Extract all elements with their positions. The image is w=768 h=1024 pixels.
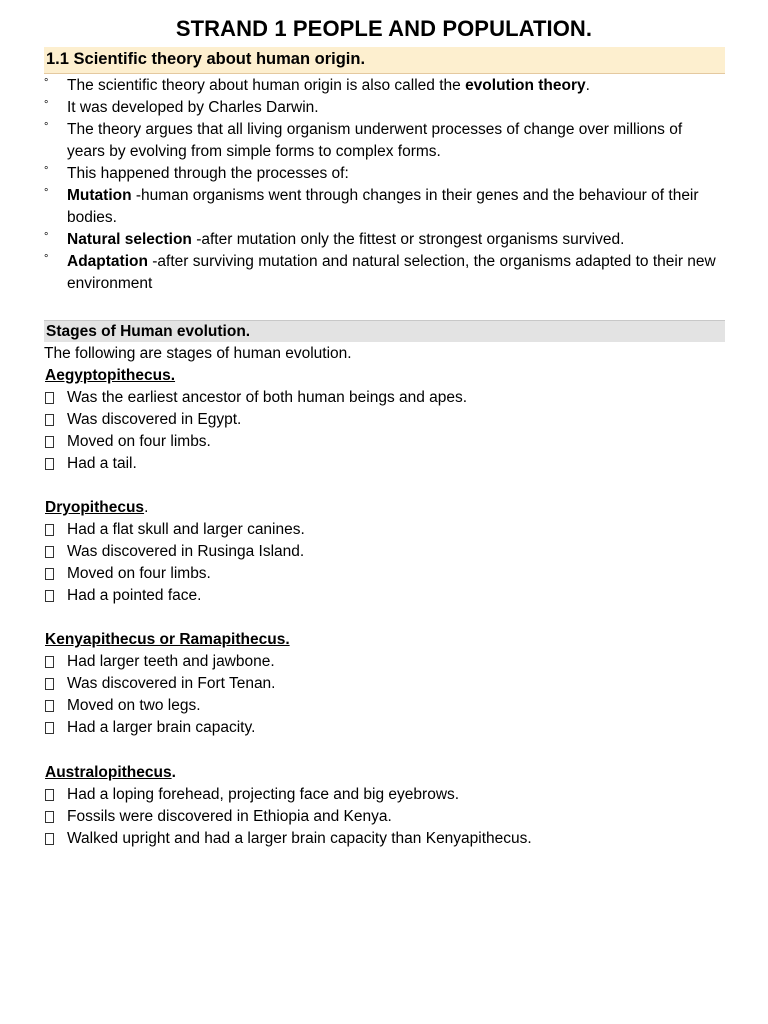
stage-block [0, 762, 768, 850]
theory-bullet [0, 229, 768, 251]
section-heading-scientific-theory: 1.1 Scientific theory about human origin. [44, 47, 725, 74]
bullet-text: The theory argues that all living organism underwent processes of change over millions of years by evolving from simple forms to complex forms. [67, 121, 683, 160]
stage-name-trail: . [144, 499, 149, 516]
stage-name [45, 762, 768, 784]
missing-glyph-icon [45, 392, 54, 404]
stage-point [0, 431, 768, 453]
theory-bullet [0, 119, 768, 163]
document-title: STRAND 1 PEOPLE AND POPULATION. [175, 16, 593, 41]
stage-point-text: Was discovered in Rusinga Island. [67, 543, 305, 560]
theory-bullet [0, 185, 768, 229]
stage-point-text: Moved on four limbs. [67, 565, 211, 582]
stage-point [0, 695, 768, 717]
bullet-marker: ° [44, 121, 49, 133]
missing-glyph-icon [45, 458, 54, 470]
stage-point-text: Fossils were discovered in Ethiopia and Kenya. [67, 808, 392, 825]
missing-glyph-icon [45, 833, 54, 845]
stage-point-text: Was discovered in Fort Tenan. [67, 675, 276, 692]
stage-name-text: Kenyapithecus or Ramapithecus. [45, 631, 290, 648]
bullet-marker: ° [44, 253, 49, 265]
theory-bullet [0, 251, 768, 295]
stages-intro: The following are stages of human evolution. [44, 345, 352, 362]
stage-point [0, 541, 768, 563]
bullet-text: This happened through the processes of: [67, 165, 349, 182]
stage-point-text: Moved on two legs. [67, 697, 201, 714]
bullet-term: Adaptation [67, 253, 148, 270]
stage-point-text: Moved on four limbs. [67, 433, 211, 450]
stage-point [0, 828, 768, 850]
stage-name-text: Australopithecus [45, 764, 172, 781]
stage-point-text: Had larger teeth and jawbone. [67, 653, 275, 670]
theory-bullet-list [0, 75, 768, 295]
stage-name [45, 365, 768, 387]
missing-glyph-icon [45, 590, 54, 602]
stage-point-text: Had a loping forehead, projecting face and big eyebrows. [67, 786, 460, 803]
bullet-marker: ° [44, 99, 49, 111]
bullet-marker: ° [44, 187, 49, 199]
stage-name-text: Dryopithecus [45, 499, 145, 516]
missing-glyph-icon [45, 656, 54, 668]
bullet-text: -after mutation only the fittest or strongest organisms survived. [191, 231, 625, 248]
bullet-term: Natural selection [67, 231, 192, 248]
stage-point-text: Walked upright and had a larger brain capacity than Kenyapithecus. [67, 830, 532, 847]
stage-block [0, 365, 768, 475]
stage-point [0, 585, 768, 607]
stage-block [0, 497, 768, 607]
stage-block [0, 629, 768, 739]
stage-point [0, 387, 768, 409]
bullet-marker: ° [44, 77, 49, 89]
stage-point-text: Had a flat skull and larger canines. [67, 521, 305, 538]
missing-glyph-icon [45, 568, 54, 580]
missing-glyph-icon [45, 524, 54, 536]
stage-name-trail: . [171, 764, 176, 781]
bullet-term: evolution theory [465, 77, 586, 94]
bullet-text: -human organisms went through changes in their genes and the behaviour of their bodies. [67, 187, 699, 226]
stage-point-text: Had a tail. [67, 455, 137, 472]
bullet-marker: ° [44, 165, 49, 177]
theory-bullet [0, 75, 768, 97]
theory-bullet [0, 97, 768, 119]
stage-point-text: Had a larger brain capacity. [67, 719, 256, 736]
missing-glyph-icon [45, 700, 54, 712]
missing-glyph-icon [45, 811, 54, 823]
missing-glyph-icon [45, 436, 54, 448]
stage-point [0, 673, 768, 695]
bullet-text: . [585, 77, 590, 94]
section-heading-stages: Stages of Human evolution. [44, 320, 725, 342]
missing-glyph-icon [45, 678, 54, 690]
bullet-text: -after surviving mutation and natural selection, the organisms adapted to their new environment [67, 253, 716, 292]
bullet-text: The scientific theory about human origin is also called the [67, 77, 466, 94]
stage-point [0, 806, 768, 828]
stage-name [45, 497, 768, 519]
stage-point [0, 453, 768, 475]
missing-glyph-icon [45, 546, 54, 558]
missing-glyph-icon [45, 789, 54, 801]
stage-point [0, 717, 768, 739]
stage-point [0, 563, 768, 585]
stage-point [0, 651, 768, 673]
bullet-text: It was developed by Charles Darwin. [67, 99, 319, 116]
bullet-term: Mutation [67, 187, 132, 204]
missing-glyph-icon [45, 722, 54, 734]
theory-bullet [0, 163, 768, 185]
missing-glyph-icon [45, 414, 54, 426]
bullet-marker: ° [44, 231, 49, 243]
stage-point-text: Was the earliest ancestor of both human beings and apes. [67, 389, 468, 406]
stage-name [45, 629, 768, 651]
stage-point [0, 784, 768, 806]
stage-point-text: Was discovered in Egypt. [67, 411, 242, 428]
stage-name-text: Aegyptopithecus. [45, 367, 176, 384]
stage-point [0, 519, 768, 541]
stage-point-text: Had a pointed face. [67, 587, 202, 604]
stage-point [0, 409, 768, 431]
